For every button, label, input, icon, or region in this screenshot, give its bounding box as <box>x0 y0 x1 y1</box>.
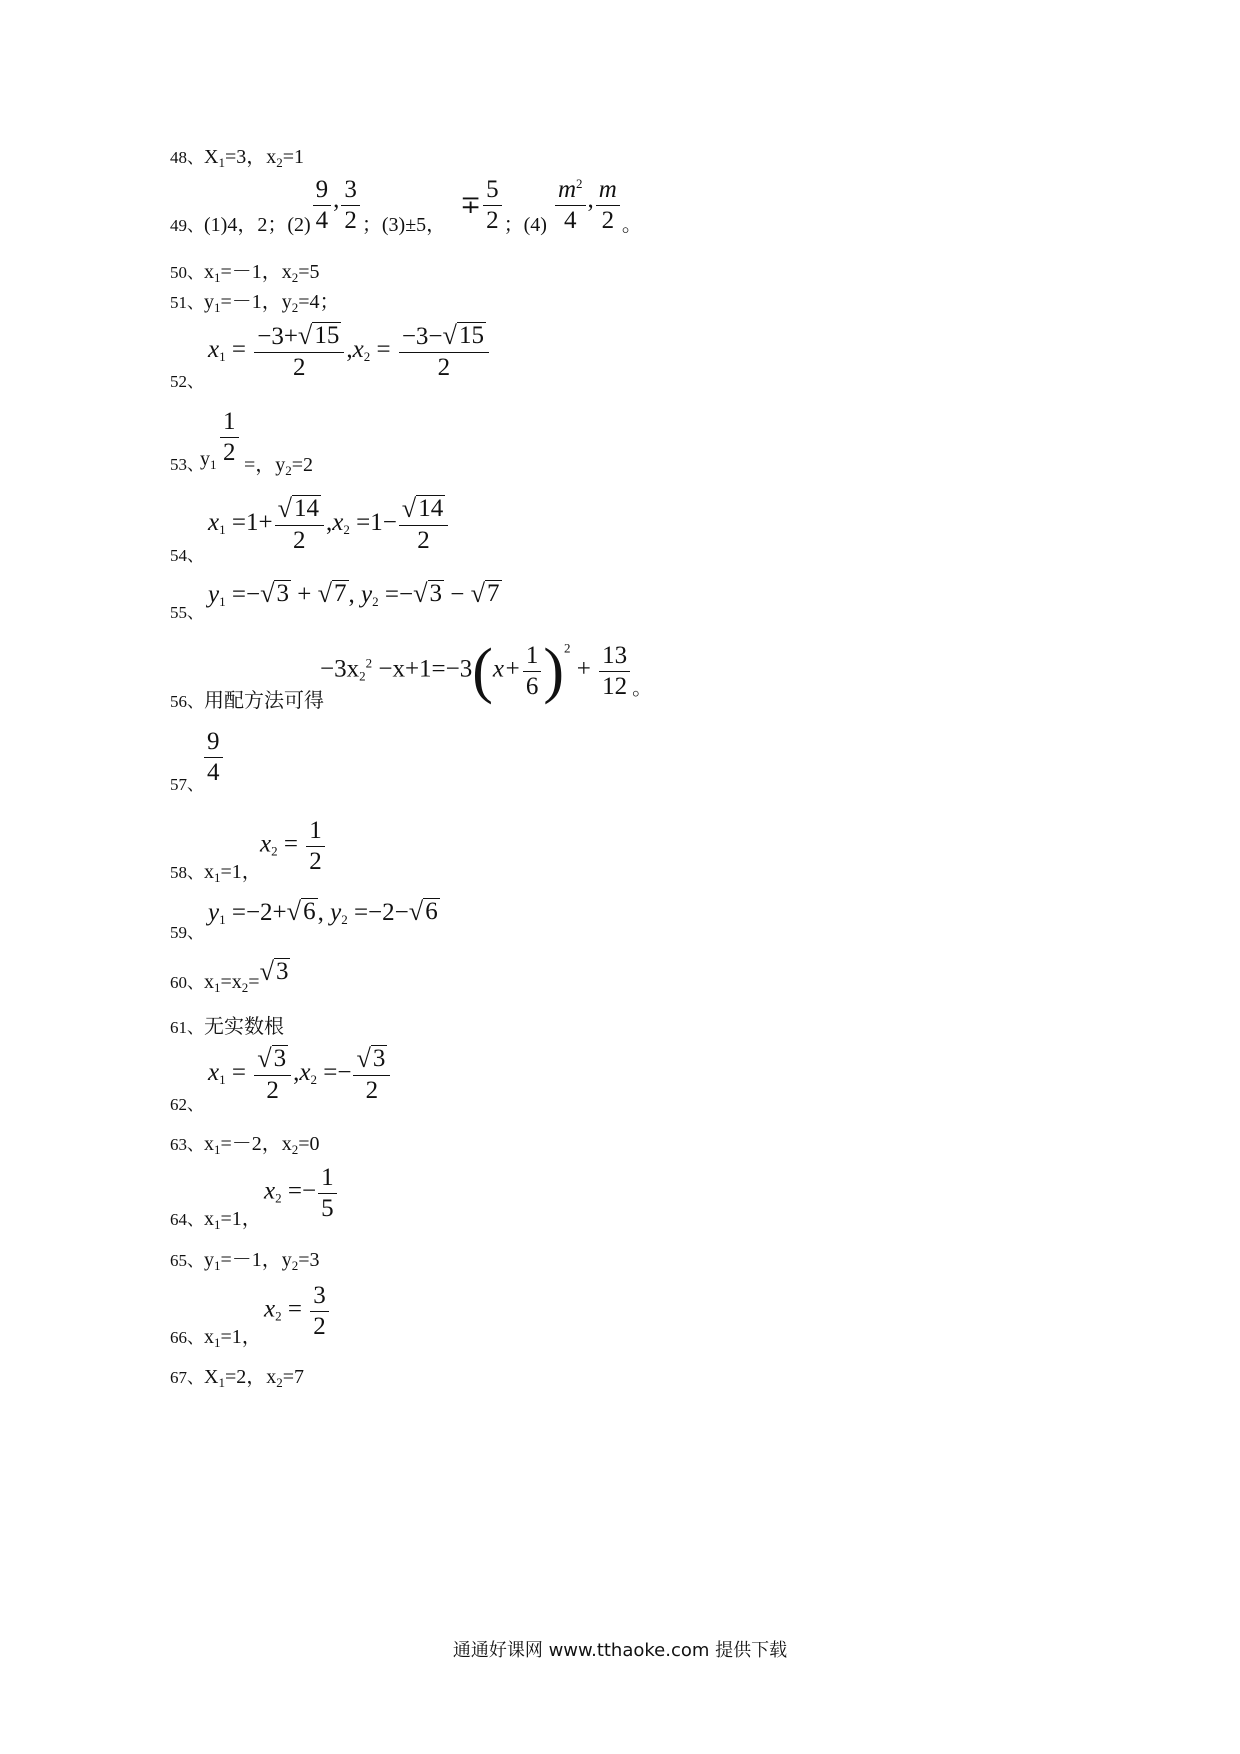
equation: $y_1 =-2+$ √ 6 , $y_2 =-2-$ √ 6 <box>208 897 438 927</box>
page-footer: 通通好课网 www.tthaoke.com 提供下载 <box>452 1640 788 1661</box>
fraction: $\frac{m^2}{4}$ <box>555 176 586 234</box>
answer-65: 65、$y_1=-1$，$y_2=3$ <box>170 1249 320 1273</box>
equation: $y_1$ =− √ 3 + √ 7 , $y_2$ =− √ 3 − √ 7 <box>208 579 500 609</box>
equation: $x_2$ = $\frac{3}{2}$ <box>264 1282 331 1340</box>
fraction: $\frac{9}{4}$ <box>313 176 332 234</box>
fraction: $\frac{3}{2}$ <box>341 176 360 234</box>
equation: $x_1$ = √ 3 2 $,x_2$ =− √ 3 2 <box>208 1045 392 1104</box>
fraction: $\frac{5}{2}$ <box>483 176 502 234</box>
fraction: $\frac{9}{4}$ <box>204 728 223 786</box>
answer-49: $_{49、}$(1)4，2；(2) $\frac{9}{4}$ , $\frac{3}{2}$ ；(3)±5，∓ $\frac{5}{2}$ ；(4) $\frac{m^2}{4}$ , $\frac{m}{2}$ 。 <box>170 176 642 236</box>
answer-63: 63、$x_1=-2$，$x_2=0$ <box>170 1133 320 1157</box>
answer-67: 67、$X_1=2$，$x_2=7$ <box>170 1366 305 1390</box>
fraction: $\frac{1}{2}$ <box>220 408 239 466</box>
answer-61: 61、无实数根 <box>170 1016 284 1038</box>
answer-60: 60、$x_1=x_2=$ √ 3 <box>170 957 289 995</box>
fraction: $\frac{m}{2}$ <box>596 176 620 234</box>
equation: $x_1$ = −3+ √ 15 2 $,x_2$ = −3− √ 15 2 <box>208 322 491 381</box>
equation: $x_2$ = $\frac{1}{2}$ <box>260 817 327 875</box>
answer-48: 48、$X_1=3$，$x_2=1$ <box>170 146 305 170</box>
equation: $x_1 =1+$ √ 14 2 $,x_2 =1-$ √ 14 2 <box>208 495 450 554</box>
answer-51: 51、$y_1=-1$，$y_2=4$； <box>170 291 340 315</box>
answer-50: 50、$x_1=-1$，$x_2=5$ <box>170 261 320 285</box>
equation: $-3x_2^2 -x+1=-3(x+$ $\frac{1}{6}$ )$^2$ + $\frac{13}{12}$ $_。$ <box>320 637 653 705</box>
equation: $x_2$ =− $\frac{1}{5}$ <box>264 1164 339 1222</box>
